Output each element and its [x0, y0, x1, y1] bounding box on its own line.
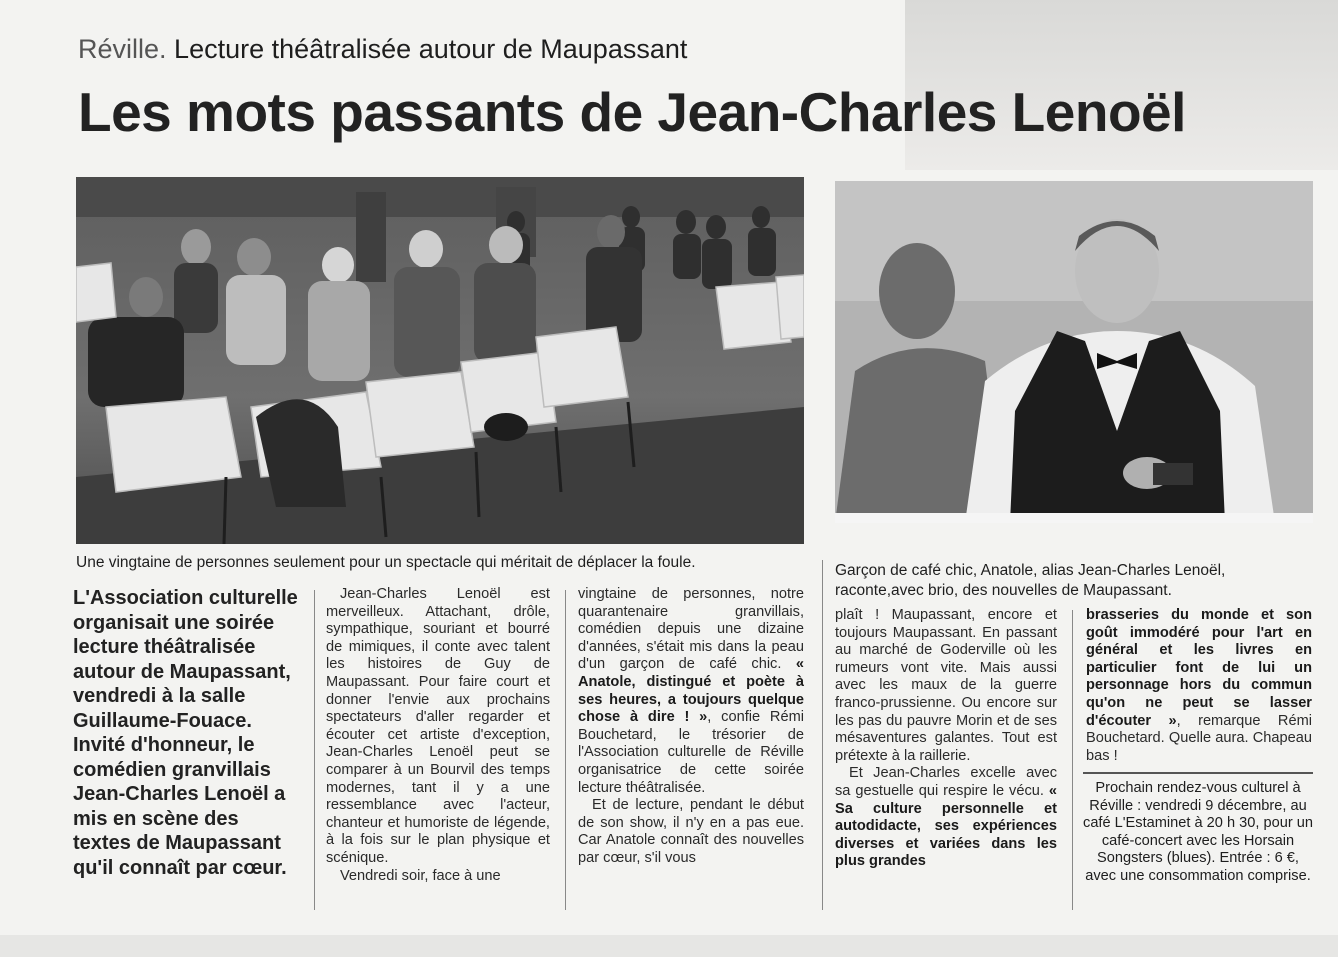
body-text: , confie Rémi Bouchetard, le trésorier de l'Association culturelle de Réville organisatrice de cette soirée lecture théâtralisée. [578, 709, 804, 796]
performer-photo [835, 181, 1313, 523]
next-event-box: Prochain rendez-vous culturel à Réville : vendredi 9 décembre, au café L'Estaminet à 20 h 30, pour un café-concert avec les Horsain Songsters (blues). Entrée : 6 €, avec une consommation comprise. [1083, 772, 1313, 885]
body-text: Et Jean-Charles excelle avec sa gestuelle qui respire le vécu. [835, 765, 1057, 799]
audience-photo-graphic [76, 177, 804, 544]
body-text: , remarque Rémi Bouchetard. Quelle aura. Chapeau bas ! [1086, 712, 1312, 764]
column-rule [1072, 610, 1073, 910]
column-rule [314, 590, 315, 910]
body-column-2 [578, 586, 804, 868]
lead-paragraph: L'Association culturelle organisait une soirée lecture théâtralisée autour de Maupassant, vendredi à la salle Guillaume-Fouace. Invité d'honneur, le comédien granvillais Jean-Charles Lenoël a mis en scène des textes de Maupassant qu'il connaît par cœur. [73, 587, 298, 879]
body-column-1 [326, 586, 550, 885]
bottom-bleed [0, 935, 1338, 957]
quote-text: brasseries du monde et son goût immodéré pour l'art en général et les livres en particulier font de lui un personnage hors du commun qu'on ne peut se lasser d'écouter » [1086, 607, 1312, 729]
body-paragraph [1086, 607, 1312, 765]
performer-photo-graphic [835, 181, 1313, 523]
body-paragraph [835, 765, 1057, 871]
audience-caption: Une vingtaine de personnes seulement pour un spectacle qui méritait de déplacer la foule. [76, 554, 696, 571]
body-paragraph [578, 586, 804, 797]
body-text: vingtaine de personnes, notre quarantenaire granvillais, comédien depuis une dizaine d'années, s'était mis dans la peau d'un garçon de café chic. [578, 586, 804, 673]
body-paragraph: Jean-Charles Lenoël est merveilleux. Attachant, drôle, sympathique, souriant et bourré de mimiques, il conte avec talent les histoires de Guy de Maupassant. Pour faire court et donner l'envie aux prochains spectateurs d'aller regarder et écouter cet artiste d'exception, Jean-Charles Lenoël peut se comparer à un Bourvil des temps modernes, tant il y a une ressemblance avec l'acteur, chanteur et humoriste de légende, à la fois sur le plan physique et scénique. [326, 586, 550, 866]
headline: Les mots passants de Jean-Charles Lenoël [78, 81, 1186, 143]
body-paragraph: plaît ! Maupassant, encore et toujours Maupassant. En passant au marché de Goderville où les rumeurs vont vite. Mais aussi avec les maux de la guerre franco-prussienne. Ou encore sur les pas du pauvre Morin et de ses mésaventures galantes. Tout est prétexte à la raillerie. [835, 607, 1057, 764]
column-rule [822, 560, 823, 910]
body-paragraph: Et de lecture, pendant le début de son show, il n'y en a pas eue. Car Anatole connaît des nouvelles par cœur, s'il vous [578, 797, 804, 866]
column-rule [565, 590, 566, 910]
body-column-3 [835, 607, 1057, 871]
article-kicker [78, 34, 687, 65]
body-column-4 [1086, 607, 1312, 765]
kicker-topic: Lecture théâtralisée autour de Maupassant [174, 34, 688, 64]
quote-text: « Anatole, distingué et poète à ses heures, a toujours quelque chose à dire ! » [578, 656, 804, 726]
audience-photo [76, 177, 804, 544]
quote-text: « Sa culture personnelle et autodidacte, ses expériences diverses et variées dans les plus grandes [835, 782, 1057, 870]
performer-caption: Garçon de café chic, Anatole, alias Jean-Charles Lenoël, raconte,avec brio, des nouvelles de Maupassant. [835, 562, 1226, 599]
body-paragraph: Vendredi soir, face à une [340, 867, 501, 884]
kicker-place: Réville. [78, 34, 167, 64]
